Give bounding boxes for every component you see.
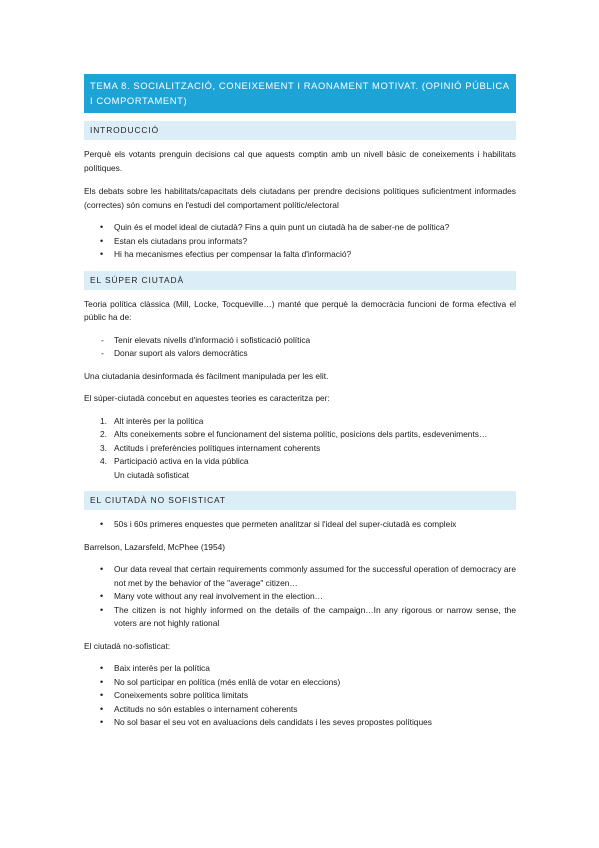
super-paragraph-2: Una ciutadania desinformada és fàcilment manipulada per les elit. [84, 370, 329, 381]
list-item: • Our data reveal that certain requirements commonly assumed for the successful operation of democracy are not met by the behavior of the "average" citizen… [100, 564, 516, 588]
list-number: 3. [100, 442, 107, 453]
list-number: 2. [100, 429, 107, 439]
dash-icon: - [101, 348, 104, 358]
list-item: • 50s i 60s primeres enquestes que permeten analitzar si l'ideal del super-ciutadà es compleix [84, 518, 516, 532]
list-item: 3. Actituds i preferències polítiques internament coherents [84, 442, 516, 456]
bullet-icon: • [100, 591, 104, 601]
super-paragraph-1: Teoria política clàssica (Mill, Locke, Tocqueville…) manté que perquè la democràcia funcioni de forma efectiva el públic ha de: [84, 298, 516, 322]
list-item: - Tenir elevats nivells d'informació i sofisticació política [84, 334, 516, 348]
super-conclusion: Un ciutadà sofisticat [114, 469, 189, 480]
bullet-icon: • [100, 703, 104, 714]
list-item: • Quin és el model ideal de ciutadà? Fins a quin punt un ciutadà ha de saber-ne de política? [84, 221, 516, 235]
intro-bullet-list [84, 221, 516, 262]
super-dash-list [84, 334, 516, 361]
section-heading-super: EL SÚPER CIUTADÀ [84, 271, 516, 290]
list-item: • Hi ha mecanismes efectius per compensar la falta d'informació? [84, 248, 516, 262]
bullet-icon: • [100, 222, 104, 232]
nosof-bullet-list [84, 518, 516, 532]
intro-paragraph-1: Perquè els votants prenguin decisions cal que aquests comptin amb un nivell bàsic de coneixements i habilitats polítiques. [84, 149, 516, 173]
list-item: 4. Participació activa en la vida pública [84, 455, 516, 469]
bullet-icon: • [100, 676, 104, 687]
bullet-icon: • [100, 564, 104, 574]
list-item: • No sol basar el seu vot en avaluacions dels candidats i les seves propostes polítiques [84, 716, 516, 730]
bullet-icon: • [100, 235, 104, 246]
list-item: • Actituds no són estables o internament coherents [84, 703, 516, 717]
bullet-icon: • [100, 690, 104, 700]
bullet-icon: • [100, 717, 104, 727]
quote-list [84, 563, 516, 631]
list-item: 1. Alt interès per la política [84, 415, 516, 429]
citation: Barrelson, Lazarsfeld, McPhee (1954) [84, 541, 226, 552]
list-number: 4. [100, 456, 107, 466]
document-title: TEMA 8. SOCIALITZACIÓ, CONEIXEMENT I RAONAMENT MOTIVAT. (OPINIÓ PÚBLICA I COMPORTAMENT) [84, 74, 516, 113]
document-content [84, 74, 516, 730]
bullet-icon: • [100, 519, 104, 529]
list-number: 1. [100, 415, 107, 426]
list-item: 2. Alts coneixements sobre el funcionament del sistema polític, posicions dels partits, esdeveniments… [84, 428, 516, 442]
section-heading-no-sofisticat: EL CIUTADÀ NO SOFISTICAT [84, 491, 516, 510]
bullet-icon: • [100, 604, 104, 615]
intro-paragraph-2: Els debats sobre les habilitats/capacitats dels ciutadans per prendre decisions polítiques suficientment informades (correctes) són comuns en l'estudi del comportament polític/electoral [84, 186, 516, 210]
bullet-icon: • [100, 663, 104, 673]
section-heading-intro: INTRODUCCIÓ [84, 121, 516, 140]
nosof-definition: El ciutadà no-sofisticat: [84, 640, 171, 651]
super-paragraph-3: El súper-ciutadà concebut en aquestes teories es caracteritza per: [84, 393, 330, 403]
list-item: • Estan els ciutadans prou informats? [84, 235, 516, 249]
trait-list [84, 662, 516, 730]
list-item: - Donar suport als valors democràtics [84, 347, 516, 361]
list-item: • The citizen is not highly informed on the details of the campaign…In any rigorous or narrow sense, the voters are not highly rational [100, 604, 516, 628]
bullet-icon: • [100, 249, 104, 259]
list-item: • No sol participar en política (més enllà de votar en eleccions) [84, 676, 516, 690]
list-item: • Coneixements sobre política limitats [84, 689, 516, 703]
list-item: • Baix interès per la política [84, 662, 516, 676]
super-numbered-list [84, 415, 516, 469]
dash-icon: - [101, 334, 104, 345]
list-item: • Many vote without any real involvement in the election… [84, 590, 516, 604]
